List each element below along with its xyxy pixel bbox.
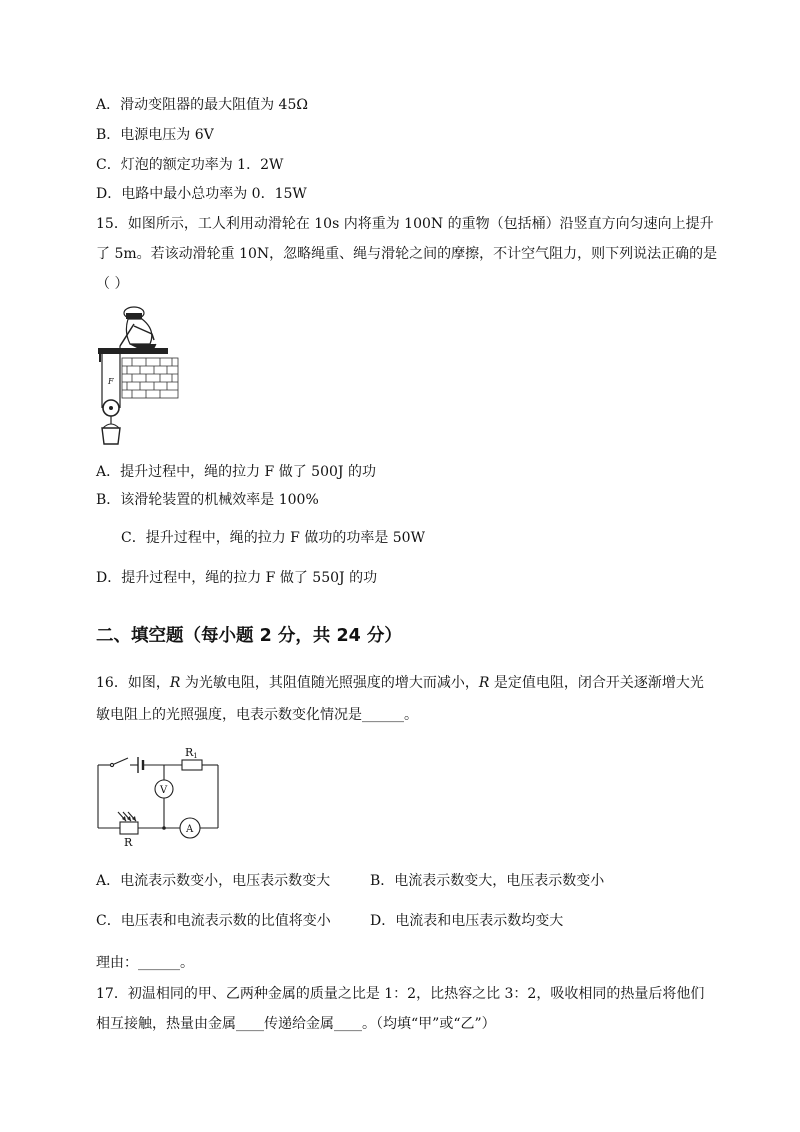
platform [98,348,168,354]
resistor-r1 [182,760,202,770]
switch [112,758,128,765]
pulley-figure [94,300,194,450]
q15-option-c: C．提升过程中，绳的拉力 F 做功的功率是 50W [121,530,425,546]
q17-stem-line2: 相互接触，热量由金属____传递给金属____。（均填“甲”或“乙”） [96,1016,496,1032]
q16-reason: 理由：______。 [96,955,194,971]
q15-stem-line2: 了 5m。若该动滑轮重 10N，忽略绳重、绳与滑轮之间的摩擦，不计空气阻力，则下列说法正确的是 [96,246,718,262]
q15-stem-line3: （ ） [96,276,129,292]
q16-option-c: C．电压表和电流表示数的比值将变小 [96,913,331,929]
q16-option-a: A．电流表示数变小，电压表示数变大 [96,873,331,889]
q16-stem-line1 [96,673,704,693]
q16-stem-part2: 为光敏电阻，其阻值随光照强度的增大而减小， [180,675,479,691]
light-arrows [122,816,136,821]
q14-option-d: D．电路中最小总功率为 0．15W [96,186,307,202]
q15-option-d: D．提升过程中，绳的拉力 F 做了 550J 的功 [96,570,378,586]
q16-stem-line2: 敏电阻上的光照强度，电表示数变化情况是______。 [96,707,418,723]
r1-label: R1 [185,746,198,760]
q16-stem-part1: 16．如图， [96,675,170,691]
photoresistor-r [120,822,138,834]
voltmeter-label: V [160,785,168,796]
q16-option-b: B．电流表示数变大，电压表示数变小 [370,873,605,889]
q16-stem-r: R [169,675,181,691]
q16-stem-r1: R [478,675,490,691]
q15-option-b: B．该滑轮装置的机械效率是 100% [96,492,319,508]
q14-option-c: C．灯泡的额定功率为 1．2W [96,157,284,173]
q15-stem-line1: 15．如图所示，工人利用动滑轮在 10s 内将重为 100N 的重物（包括桶）沿竖直方向匀速向上提升 [96,216,714,232]
q17-stem-line1: 17．初温相同的甲、乙两种金属的质量之比是 1：2，比热容之比 3：2，吸收相同的热量后将他们 [96,986,705,1002]
r-label: R [124,836,133,849]
section-heading: 二、填空题（每小题 2 分，共 24 分） [96,626,402,646]
brick-wall [122,358,178,398]
q14-option-b: B．电源电压为 6V [96,127,214,143]
worker [120,307,156,348]
q15-option-a: A．提升过程中，绳的拉力 F 做了 500J 的功 [96,464,376,480]
force-label: F [108,377,114,386]
circuit-diagram [90,740,240,850]
q14-option-a: A．滑动变阻器的最大阻值为 45Ω [96,97,308,113]
bucket [102,428,120,444]
ammeter-label: A [186,824,194,835]
q16-stem-part3: 是定值电阻，闭合开关逐渐增大光 [489,675,704,691]
q16-option-d: D．电流表和电压表示数均变大 [370,913,564,929]
